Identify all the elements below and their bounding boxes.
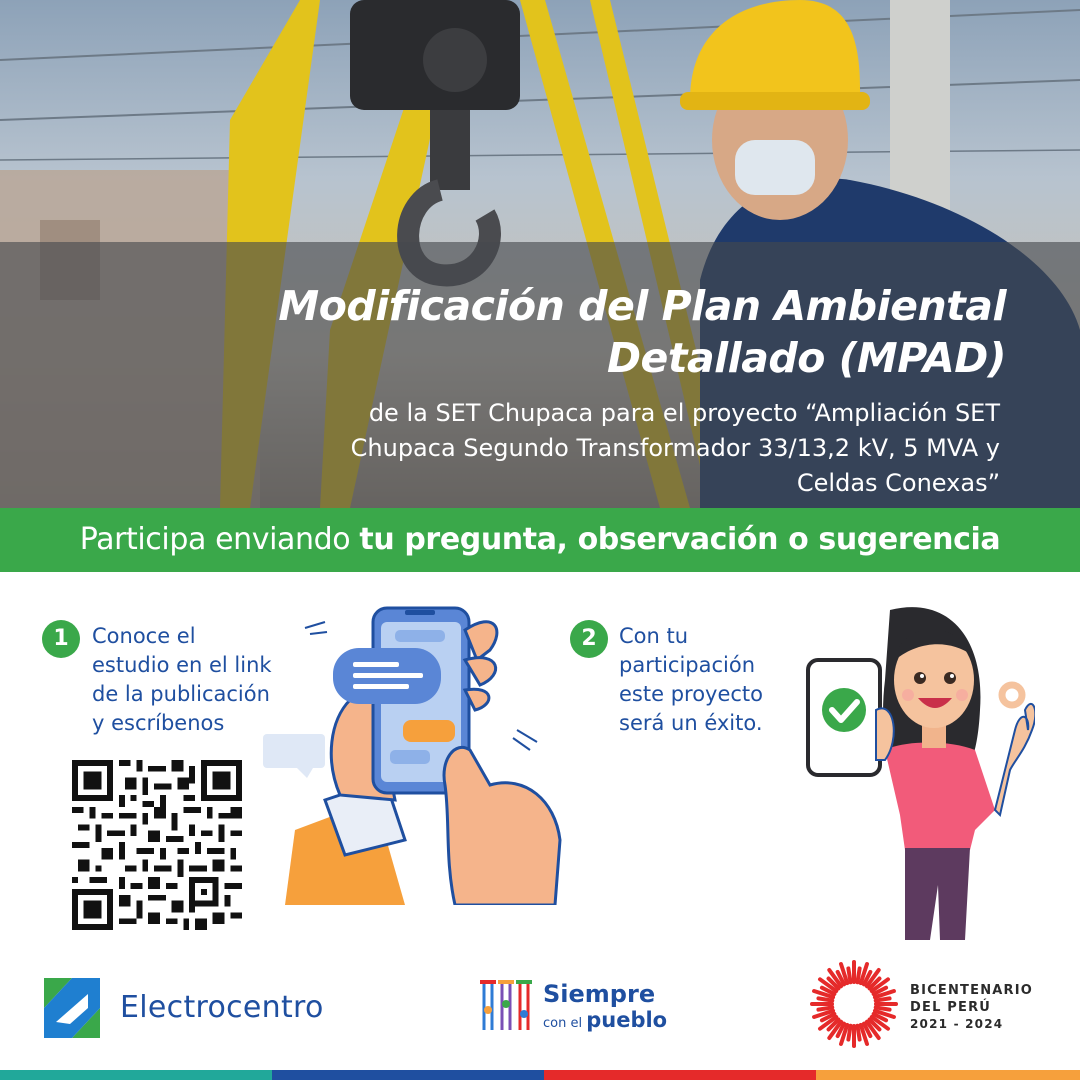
banner-highlight: tu pregunta, observación o sugerencia [359,522,1001,557]
participation-banner [0,508,1080,572]
step-1-text [92,622,272,738]
seal-ray [857,1026,859,1040]
electrocentro-logo-icon [44,978,100,1038]
bicentenario-line-2: DEL PERÚ [910,1000,992,1015]
subtitle-line-1: de la SET Chupaca para el proyecto “Ampliación SET [368,399,1000,427]
seal-ray [848,1026,850,1040]
seal-ray [848,968,850,982]
seal-ray [876,1007,890,1009]
step-1-badge: 1 [42,620,80,658]
siempre-logo-line-1: Siempre [543,980,656,1008]
subtitle-line-2: Chupaca Segundo Transformador 33/13,2 kV, 5 MVA y [350,434,1000,462]
title-line-1: Modificación del Plan Ambiental [278,282,1006,330]
bicentenario-line-3: 2021 - 2024 [910,1017,1004,1031]
step-2-line: Con tu [619,624,689,648]
subtitle-line-3: Celdas Conexas” [796,469,1000,497]
seal-ray [818,998,832,1000]
seal-ray [876,998,890,1000]
siempre-logo-bold: pueblo [586,1008,668,1032]
footer-stripe-orange [816,1070,1080,1080]
step-1-line: y escríbenos [92,711,225,735]
step-1-line: de la publicación [92,682,270,706]
page-title [106,280,1006,384]
page-subtitle [140,396,1000,501]
step-1-line: estudio en el link [92,653,272,677]
step-2-badge: 2 [570,620,608,658]
siempre-logo-line-2 [543,1008,667,1032]
bicentenario-line-1: BICENTENARIO [910,983,1034,998]
seal-ray [857,968,859,982]
seal-ray [818,1007,832,1009]
step-2-line: participación [619,653,756,677]
step-2-line: este proyecto [619,682,764,706]
woman-illustration [800,600,1035,940]
hero-photo [0,0,1080,508]
phone-hands-illustration [255,600,585,905]
footer-stripe-teal [0,1070,272,1080]
banner-text: Participa enviando [79,522,360,557]
step-2-line: será un éxito. [619,711,763,735]
siempre-logo-small: con el [543,1016,587,1031]
electrocentro-logo-text: Electrocentro [120,990,324,1025]
qr-code[interactable] [72,760,242,930]
step-2-text [619,622,763,738]
step-1-line: Conoce el [92,624,196,648]
title-line-2: Detallado (MPAD) [607,334,1006,382]
footer-stripe-red [544,1070,816,1080]
footer-stripe-blue [272,1070,544,1080]
bicentenario-seal-icon [808,958,900,1050]
siempre-con-el-pueblo-icon [476,974,540,1038]
